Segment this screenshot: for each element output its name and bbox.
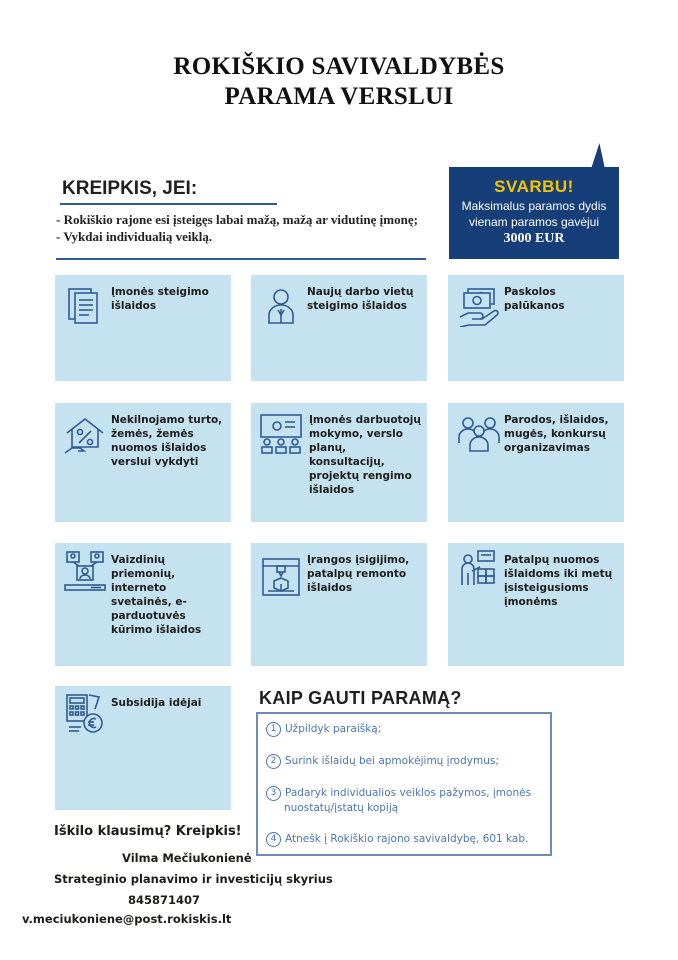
step-text: Surink išlaidų bei apmokėjimų įrodymus; (285, 755, 499, 767)
tile-label: Subsidija idėjai (111, 697, 202, 709)
tile-idea-subsidy (55, 686, 231, 810)
worker-icon (259, 283, 303, 327)
tile-exhibitions (448, 403, 624, 522)
important-callout (449, 167, 619, 259)
step-number: 1 (266, 722, 281, 737)
contact-email[interactable]: v.meciukoniene@post.rokiskis.lt (22, 912, 232, 926)
important-title: SVARBU! (494, 177, 574, 196)
tile-new-jobs (251, 275, 427, 381)
tile-label: Įrangos įsigijimo, patalpų remonto išlaidos (307, 554, 410, 594)
money-hand-icon (456, 283, 500, 327)
step-text: Užpildyk paraišką; (285, 723, 382, 735)
callout-tail (591, 143, 605, 169)
step-number: 4 (266, 832, 281, 847)
document-icon (63, 283, 107, 327)
page-title (0, 52, 678, 112)
printer-3d-icon (259, 555, 303, 599)
contact-phone[interactable]: 845871407 (128, 893, 201, 907)
step-number: 2 (266, 754, 281, 769)
how-to-heading: KAIP GAUTI PARAMĄ? (259, 688, 462, 708)
tile-label: Įmonės darbuotojų mokymo, verslo planų, konsultacijų, projektų rengimo išlaidos (309, 414, 421, 496)
tile-label: Naujų darbo vietų steigimo išlaidos (307, 286, 414, 312)
tile-label: Nekilnojamo turto, žemės, žemės nuomos išlaidos verslui vykdyti (111, 414, 223, 468)
group-icon (456, 411, 502, 455)
step-text: Atnešk į Rokiškio rajono savivaldybę, 601 kab. (285, 833, 529, 845)
condition-1: - Rokiškio rajone esi įsteigęs labai mažą, mažą ar vidutinę įmonę; (56, 212, 418, 227)
kreipkis-underline (60, 203, 277, 205)
important-text-line-2: vienam paramos gavėjui (468, 215, 600, 229)
max-amount: 3000 EUR (503, 231, 565, 246)
kreipkis-heading: KREIPKIS, JEI: (62, 178, 198, 199)
step-3-continued: nuostatų/įstatų kopiją (284, 802, 399, 814)
tile-loan-interest (448, 275, 624, 381)
calculator-euro-icon (63, 691, 107, 735)
tile-premises-rent (448, 543, 624, 666)
important-text-line-1: Maksimalus paramos dydis (461, 199, 607, 213)
network-icon (63, 549, 107, 593)
tile-label: Įmonės steigimo išlaidos (111, 286, 209, 312)
step-4 (266, 832, 528, 848)
tile-visual-media (55, 543, 231, 666)
step-2 (266, 754, 499, 770)
house-percent-icon (63, 413, 107, 457)
step-3 (266, 786, 531, 802)
title-line-2: PARAMA VERSLUI (224, 83, 454, 110)
tile-training (251, 403, 427, 522)
training-icon (257, 411, 305, 455)
condition-2: - Vykdai individualią veiklą. (56, 229, 213, 244)
tile-label: Paskolos palūkanos (504, 286, 565, 312)
tile-equipment (251, 543, 427, 666)
contact-department: Strateginio planavimo ir investicijų skyrius (54, 872, 333, 886)
steps-box (256, 712, 552, 856)
title-line-1: ROKIŠKIO SAVIVALDYBĖS (173, 53, 505, 80)
contact-heading: Iškilo klausimų? Kreipkis! (54, 824, 242, 839)
step-number: 3 (266, 786, 281, 801)
section-divider (56, 258, 426, 260)
tile-real-estate (55, 403, 231, 522)
tile-company-setup (55, 275, 231, 381)
office-icon (456, 547, 500, 591)
step-1 (266, 722, 381, 738)
tile-label: Patalpų nuomos išlaidoms iki metų įsisteigusioms įmonėms (504, 554, 613, 608)
tile-label: Vaizdinių priemonių, interneto svetainės, e-parduotuvės kūrimo išlaidos (111, 554, 202, 636)
step-text: Padaryk individualios veiklos pažymos, įmonės (285, 787, 532, 799)
tile-label: Parodos, išlaidos, mugės, konkursų organizavimas (504, 414, 609, 454)
contact-name: Vilma Mečiukonienė (122, 851, 252, 865)
